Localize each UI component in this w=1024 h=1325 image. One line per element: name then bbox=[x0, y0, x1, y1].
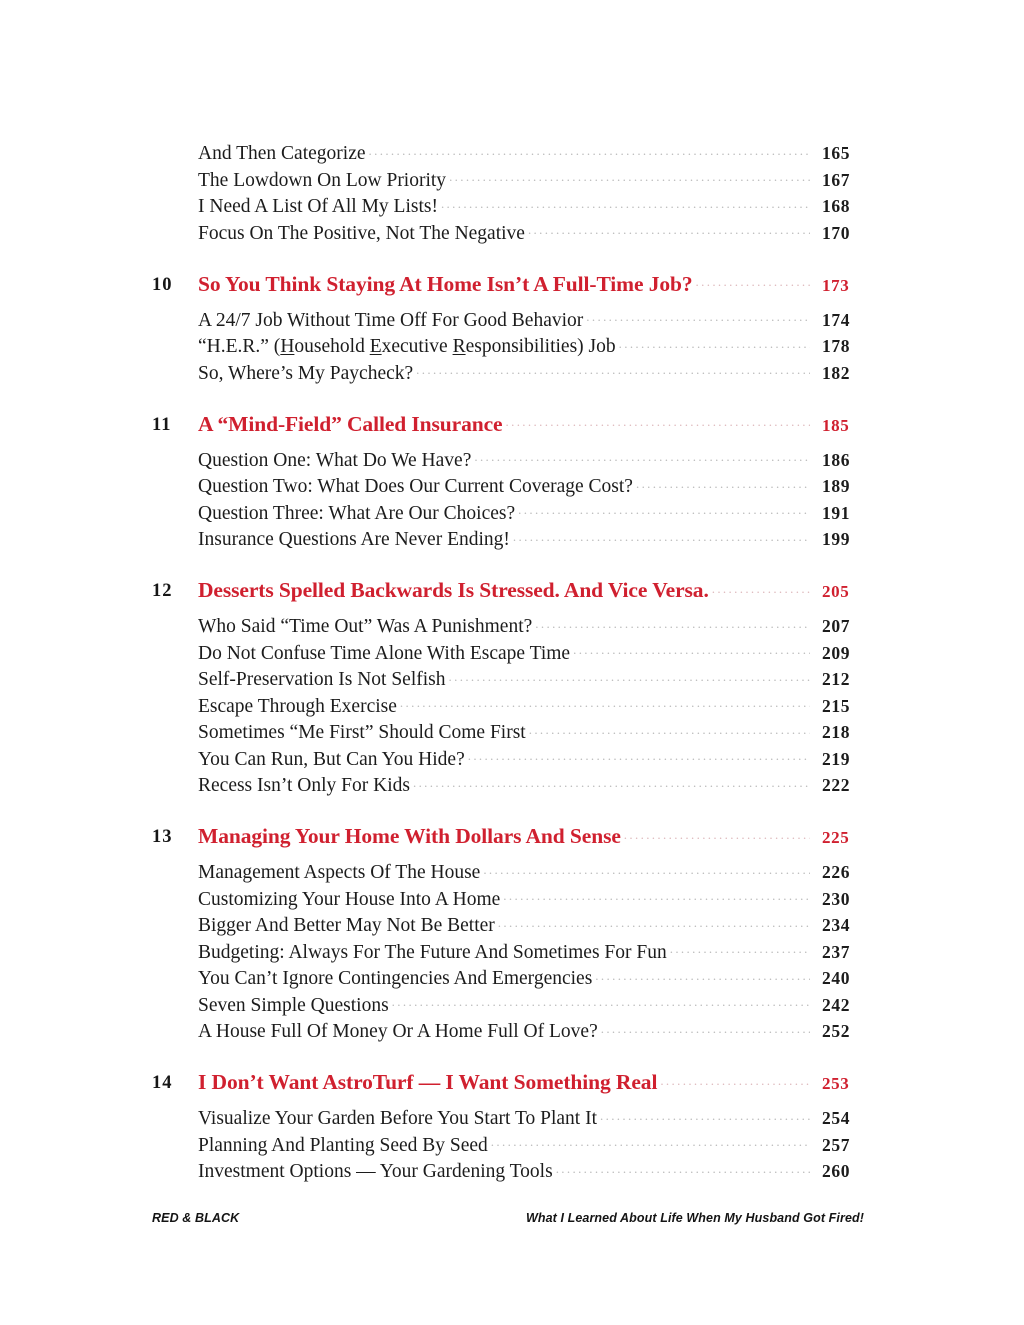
toc-section-title[interactable]: And Then Categorize bbox=[198, 143, 366, 164]
toc-dot-leader bbox=[619, 336, 810, 352]
toc-section-title[interactable]: Customizing Your House Into A Home bbox=[198, 888, 501, 910]
toc-dot-leader bbox=[696, 275, 810, 291]
toc-dot-leader bbox=[474, 450, 810, 466]
toc-section-title[interactable]: Management Aspects Of The House bbox=[198, 862, 481, 883]
toc-section-row[interactable] bbox=[152, 669, 864, 691]
toc-page-number[interactable]: 234 bbox=[822, 915, 851, 935]
toc-section-title[interactable]: Investment Options — Your Gardening Tools bbox=[198, 1161, 553, 1182]
toc-section-row[interactable] bbox=[152, 942, 864, 964]
toc-page-number[interactable]: 215 bbox=[822, 695, 851, 716]
toc-section-title[interactable]: Question Two: What Does Our Current Coverage Cost? bbox=[198, 476, 633, 497]
toc-dot-leader bbox=[573, 643, 810, 659]
toc-chapter-title[interactable]: Desserts Spelled Backwards Is Stressed. And Vice Versa. bbox=[198, 578, 709, 602]
toc-dot-leader bbox=[535, 616, 810, 632]
toc-page-number[interactable]: 254 bbox=[822, 1108, 851, 1128]
toc-page-number[interactable]: 189 bbox=[822, 476, 851, 496]
toc-dot-leader bbox=[660, 1073, 810, 1089]
toc-section-row[interactable] bbox=[152, 1108, 864, 1130]
toc-dot-leader bbox=[712, 581, 810, 597]
toc-dot-leader bbox=[498, 915, 810, 931]
toc-page-number[interactable]: 207 bbox=[822, 616, 851, 636]
footer-book-title: RED & BLACK bbox=[152, 1211, 240, 1225]
toc-dot-leader bbox=[369, 143, 810, 159]
toc-chapter-number: 11 bbox=[152, 414, 172, 435]
toc-section-row[interactable] bbox=[152, 529, 864, 551]
toc-page-number[interactable]: 165 bbox=[822, 143, 851, 163]
toc-dot-leader bbox=[518, 503, 810, 519]
toc-page-number[interactable]: 226 bbox=[822, 862, 851, 882]
toc-section-row[interactable] bbox=[152, 749, 864, 771]
toc-section-row[interactable] bbox=[152, 722, 864, 744]
toc-section-title[interactable]: Question One: What Do We Have? bbox=[198, 449, 472, 471]
toc-section-row[interactable] bbox=[152, 696, 864, 718]
toc-page-number[interactable]: 209 bbox=[822, 642, 851, 663]
toc-page-number[interactable]: 225 bbox=[822, 828, 850, 847]
toc-page-number[interactable]: 205 bbox=[822, 582, 850, 601]
toc-section-title[interactable]: “H.E.R.” (Household Executive Responsibilities) Job bbox=[198, 336, 616, 357]
toc-section-title[interactable]: A 24/7 Job Without Time Off For Good Behavior bbox=[198, 309, 584, 331]
toc-dot-leader bbox=[601, 1021, 810, 1037]
toc-chapter-number: 12 bbox=[152, 581, 173, 601]
table-of-contents bbox=[152, 143, 864, 1188]
toc-page-number[interactable]: 257 bbox=[822, 1134, 851, 1155]
toc-dot-leader bbox=[513, 529, 810, 545]
toc-section-row[interactable] bbox=[152, 995, 864, 1017]
toc-chapter-row[interactable] bbox=[152, 824, 864, 849]
toc-dot-leader bbox=[491, 1135, 810, 1151]
toc-page-number[interactable]: 199 bbox=[822, 529, 851, 549]
toc-page-number[interactable]: 230 bbox=[822, 888, 851, 909]
toc-dot-leader bbox=[449, 669, 810, 685]
toc-page-number[interactable]: 242 bbox=[822, 994, 851, 1015]
toc-section-title[interactable]: Who Said “Time Out” Was A Punishment? bbox=[198, 616, 533, 637]
toc-section-title[interactable]: You Can’t Ignore Contingencies And Emergencies bbox=[198, 968, 593, 989]
toc-section-title[interactable]: Question Three: What Are Our Choices? bbox=[198, 502, 516, 524]
toc-dot-leader bbox=[529, 722, 810, 738]
toc-section-row[interactable] bbox=[152, 223, 864, 245]
toc-section-title[interactable]: Escape Through Exercise bbox=[198, 695, 397, 717]
toc-page-number[interactable]: 253 bbox=[822, 1074, 850, 1093]
toc-section-title[interactable]: Budgeting: Always For The Future And Sometimes For Fun bbox=[198, 941, 667, 963]
toc-section-row[interactable] bbox=[152, 889, 864, 911]
toc-dot-leader bbox=[595, 968, 810, 984]
toc-chapter-row[interactable] bbox=[152, 412, 864, 437]
toc-dot-leader bbox=[503, 889, 810, 905]
toc-section-row[interactable] bbox=[152, 643, 864, 665]
toc-page-number[interactable]: 178 bbox=[822, 336, 851, 356]
toc-section-title[interactable]: I Need A List Of All My Lists! bbox=[198, 196, 438, 217]
toc-section-title[interactable]: The Lowdown On Low Priority bbox=[198, 169, 447, 191]
toc-dot-leader bbox=[506, 415, 811, 431]
toc-page-number[interactable]: 174 bbox=[822, 309, 851, 330]
toc-section-title[interactable]: Planning And Planting Seed By Seed bbox=[198, 1134, 488, 1156]
toc-section-title[interactable]: Bigger And Better May Not Be Better bbox=[198, 915, 495, 936]
toc-page-number[interactable]: 173 bbox=[822, 275, 850, 295]
toc-section-title[interactable]: Insurance Questions Are Never Ending! bbox=[198, 529, 510, 550]
toc-dot-leader bbox=[600, 1108, 810, 1124]
toc-page-number[interactable]: 252 bbox=[822, 1021, 851, 1041]
toc-dot-leader bbox=[586, 310, 810, 326]
toc-dot-leader bbox=[468, 749, 810, 765]
toc-dot-leader bbox=[636, 476, 810, 492]
toc-section-title[interactable]: Recess Isn’t Only For Kids bbox=[198, 775, 410, 796]
toc-page-number[interactable]: 240 bbox=[822, 968, 851, 988]
toc-chapter-title[interactable]: A “Mind-Field” Called Insurance bbox=[198, 411, 503, 436]
toc-section-row[interactable] bbox=[152, 775, 864, 797]
toc-chapter-number: 10 bbox=[152, 274, 173, 295]
toc-page-number[interactable]: 237 bbox=[822, 941, 851, 962]
toc-chapter-title[interactable]: So You Think Staying At Home Isn’t A Full-Time Job? bbox=[198, 271, 693, 296]
toc-section-row[interactable] bbox=[152, 503, 864, 525]
toc-chapter-row[interactable] bbox=[152, 272, 864, 297]
toc-section-row[interactable] bbox=[152, 862, 864, 884]
toc-chapter-number: 14 bbox=[152, 1073, 173, 1093]
toc-section-row[interactable] bbox=[152, 363, 864, 385]
footer-subtitle: What I Learned About Life When My Husband Got Fired! bbox=[525, 1211, 864, 1225]
toc-section-row[interactable] bbox=[152, 968, 864, 990]
toc-dot-leader bbox=[624, 827, 810, 843]
toc-section-row[interactable] bbox=[152, 196, 864, 218]
toc-section-title[interactable]: Self-Preservation Is Not Selfish bbox=[198, 669, 446, 690]
toc-dot-leader bbox=[556, 1161, 810, 1177]
toc-chapter-title[interactable]: I Don’t Want AstroTurf — I Want Something Real bbox=[198, 1070, 658, 1094]
toc-dot-leader bbox=[416, 363, 810, 379]
toc-chapter-row[interactable] bbox=[152, 578, 864, 603]
toc-dot-leader bbox=[413, 775, 810, 791]
toc-page-number[interactable]: 222 bbox=[822, 775, 851, 795]
toc-section-title[interactable]: You Can Run, But Can You Hide? bbox=[198, 748, 465, 770]
toc-page-number[interactable]: 212 bbox=[822, 669, 851, 689]
page-footer bbox=[152, 1211, 864, 1225]
toc-section-row[interactable] bbox=[152, 450, 864, 472]
toc-section-row[interactable] bbox=[152, 143, 864, 165]
toc-section-title[interactable]: Focus On The Positive, Not The Negative bbox=[198, 222, 525, 244]
toc-section-title[interactable]: Visualize Your Garden Before You Start To Plant It bbox=[198, 1108, 597, 1129]
toc-section-row[interactable] bbox=[152, 170, 864, 192]
toc-section-title[interactable]: Seven Simple Questions bbox=[198, 994, 389, 1016]
toc-section-row[interactable] bbox=[152, 336, 864, 358]
toc-dot-leader bbox=[400, 696, 810, 712]
toc-dot-leader bbox=[483, 862, 810, 878]
toc-section-title[interactable]: So, Where’s My Paycheck? bbox=[198, 362, 414, 384]
toc-page-number[interactable]: 168 bbox=[822, 196, 851, 216]
toc-chapter-row[interactable] bbox=[152, 1070, 864, 1095]
toc-section-row[interactable] bbox=[152, 1161, 864, 1183]
toc-section-title[interactable]: Do Not Confuse Time Alone With Escape Time bbox=[198, 642, 571, 664]
toc-page-number[interactable]: 186 bbox=[822, 449, 851, 470]
toc-page-number[interactable]: 260 bbox=[822, 1161, 851, 1181]
toc-dot-leader bbox=[441, 196, 810, 212]
toc-chapter-number: 13 bbox=[152, 827, 173, 847]
toc-dot-leader bbox=[670, 942, 810, 958]
toc-page-number[interactable]: 167 bbox=[822, 169, 851, 190]
toc-section-row[interactable] bbox=[152, 915, 864, 937]
toc-page-number[interactable]: 170 bbox=[822, 222, 851, 243]
toc-section-row[interactable] bbox=[152, 1021, 864, 1043]
toc-section-row[interactable] bbox=[152, 476, 864, 498]
toc-section-title[interactable]: Sometimes “Me First” Should Come First bbox=[198, 722, 526, 743]
toc-page-number[interactable]: 185 bbox=[822, 415, 850, 435]
toc-page-number[interactable]: 219 bbox=[822, 748, 851, 769]
toc-dot-leader bbox=[449, 170, 810, 186]
toc-page-number[interactable]: 182 bbox=[822, 362, 851, 383]
toc-page-number[interactable]: 191 bbox=[822, 502, 851, 523]
toc-chapter-title[interactable]: Managing Your Home With Dollars And Sense bbox=[198, 824, 621, 848]
toc-section-row[interactable] bbox=[152, 616, 864, 638]
toc-section-row[interactable] bbox=[152, 1135, 864, 1157]
toc-dot-leader bbox=[528, 223, 810, 239]
toc-page-number[interactable]: 218 bbox=[822, 722, 851, 742]
toc-section-row[interactable] bbox=[152, 310, 864, 332]
toc-section-title[interactable]: A House Full Of Money Or A Home Full Of Love? bbox=[198, 1021, 598, 1042]
toc-dot-leader bbox=[392, 995, 810, 1011]
